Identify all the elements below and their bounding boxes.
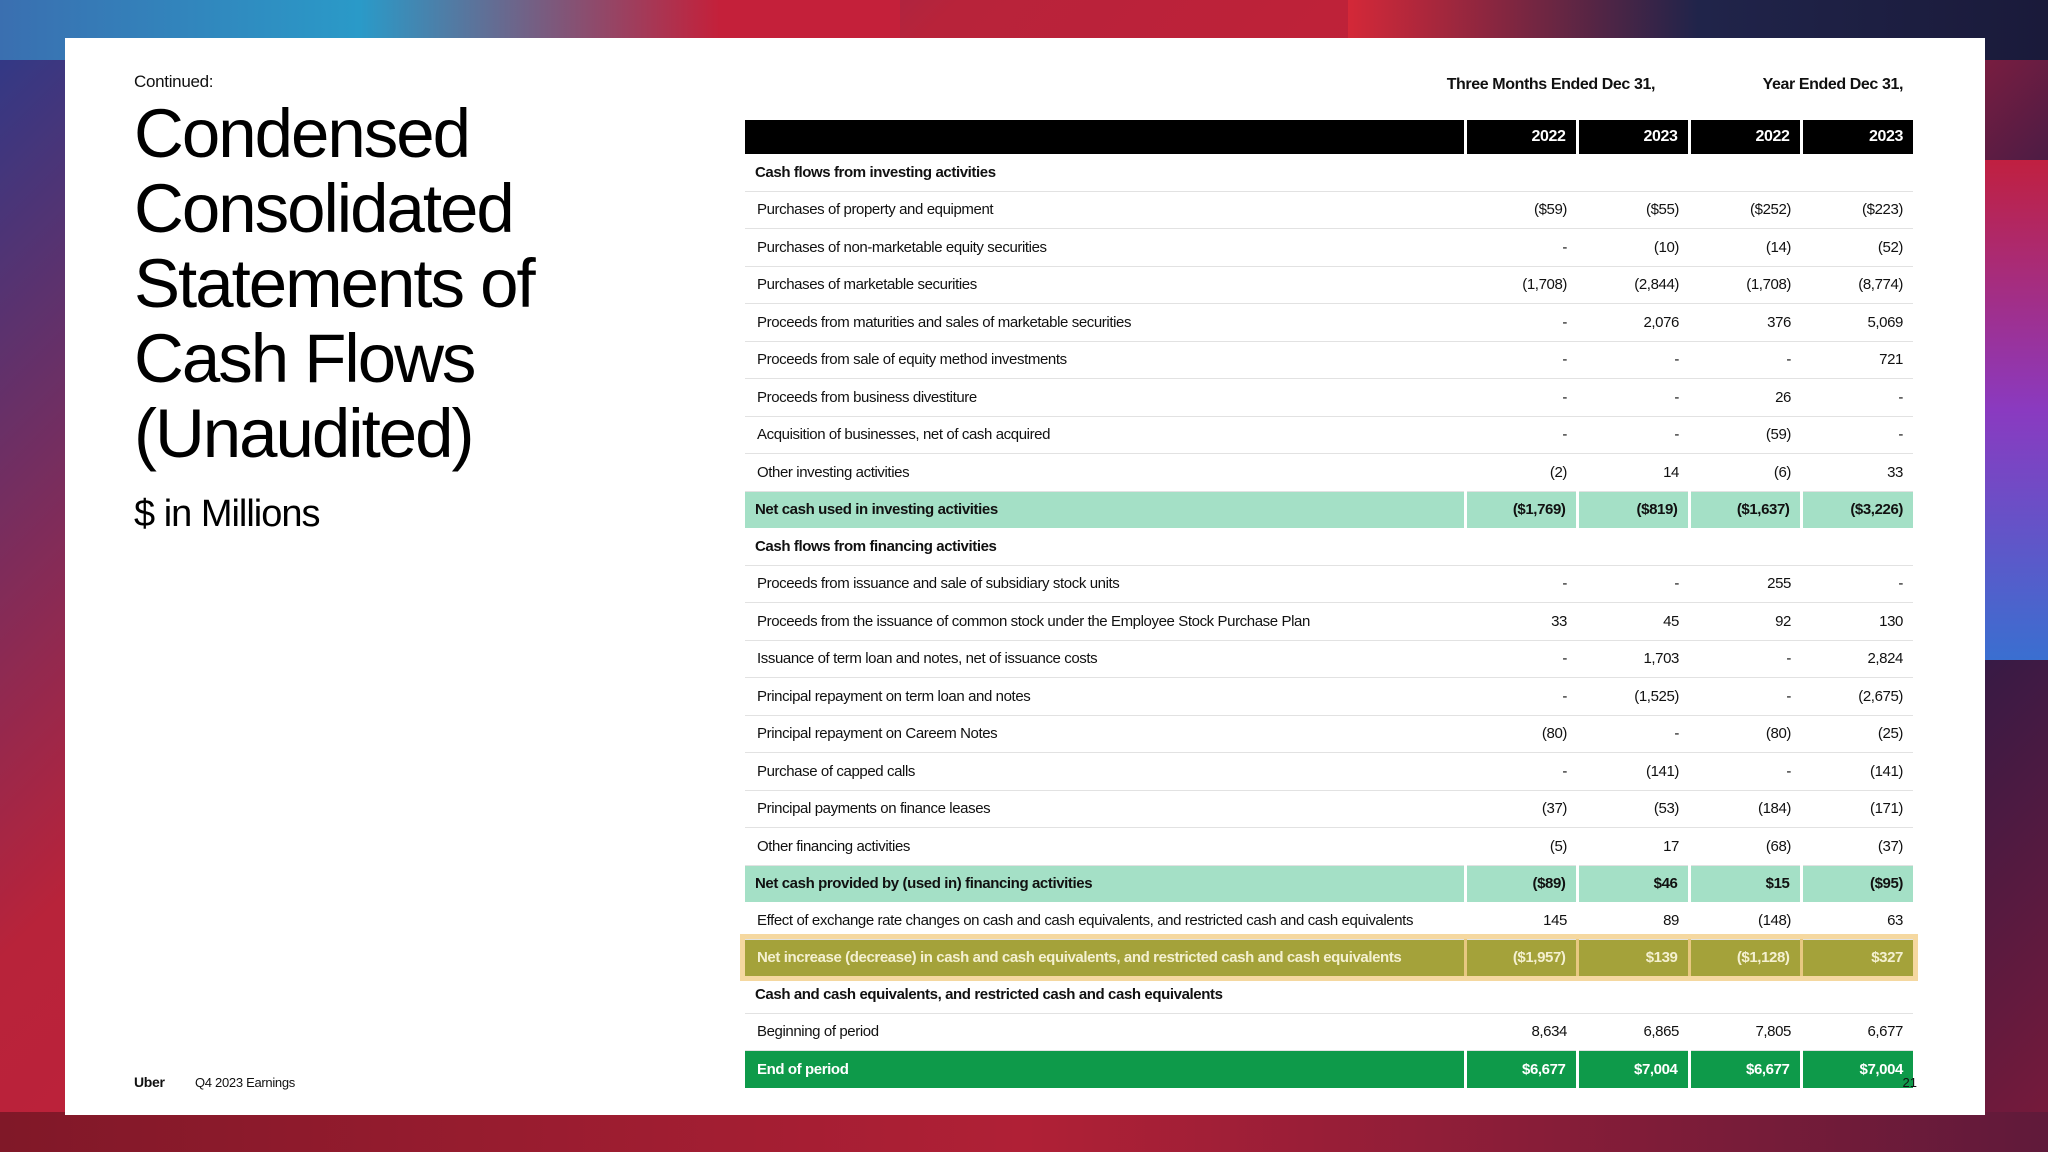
cell-value: -	[1689, 678, 1801, 716]
cell-value: 14	[1577, 454, 1689, 492]
cell-value: ($223)	[1801, 191, 1913, 229]
cell-value: 2,076	[1577, 304, 1689, 342]
cell-value: 6,865	[1577, 1013, 1689, 1051]
cell-value: $15	[1689, 865, 1801, 902]
cell-value: 92	[1689, 603, 1801, 641]
units-subtitle: $ in Millions	[134, 493, 320, 535]
row-label: Purchase of capped calls	[745, 753, 1465, 791]
cell-value: ($819)	[1577, 491, 1689, 528]
cell-value: (141)	[1577, 753, 1689, 791]
page-number: 21	[1902, 1075, 1917, 1090]
row-label: Proceeds from sale of equity method investments	[745, 341, 1465, 379]
cell-value: 7,805	[1689, 1013, 1801, 1051]
table-row	[745, 678, 1913, 716]
table-row	[745, 753, 1913, 791]
cell-value	[1689, 154, 1801, 191]
row-label: Net cash used in investing activities	[745, 491, 1465, 528]
table-row	[745, 379, 1913, 417]
title-block	[134, 72, 694, 536]
cell-value: 8,634	[1465, 1013, 1577, 1051]
cell-value: -	[1689, 640, 1801, 678]
column-header-year: 2023	[1577, 120, 1689, 154]
row-label: Purchases of marketable securities	[745, 266, 1465, 304]
table-row	[745, 715, 1913, 753]
cell-value: -	[1577, 379, 1689, 417]
cell-value: (184)	[1689, 790, 1801, 828]
cell-value: 255	[1689, 565, 1801, 603]
cell-value	[1465, 528, 1577, 565]
subtotal-row	[745, 865, 1913, 902]
cell-value: -	[1465, 565, 1577, 603]
cell-value: (25)	[1801, 715, 1913, 753]
row-label: Issuance of term loan and notes, net of issuance costs	[745, 640, 1465, 678]
cell-value: $7,004	[1577, 1051, 1689, 1088]
cell-value: 26	[1689, 379, 1801, 417]
cell-value: ($1,128)	[1689, 939, 1801, 976]
row-label: Effect of exchange rate changes on cash and cash equivalents, and restricted cash and cash equivalents	[745, 902, 1465, 939]
row-label: Cash flows from investing activities	[745, 154, 1465, 191]
cell-value: $6,677	[1689, 1051, 1801, 1088]
cell-value: -	[1801, 565, 1913, 603]
slide-title	[134, 96, 694, 471]
cell-value: -	[1689, 341, 1801, 379]
subtotal-row	[745, 491, 1913, 528]
table-row	[745, 565, 1913, 603]
cell-value: -	[1577, 341, 1689, 379]
highlight-row	[745, 939, 1913, 976]
title-line: Statements of	[134, 245, 534, 322]
table-row	[745, 266, 1913, 304]
cell-value	[1577, 528, 1689, 565]
cell-value	[1577, 154, 1689, 191]
cell-value: -	[1465, 753, 1577, 791]
background-band-bottom	[0, 1112, 2048, 1152]
row-label: Cash flows from financing activities	[745, 528, 1465, 565]
table-row	[745, 191, 1913, 229]
table-row	[745, 1013, 1913, 1051]
cell-value: -	[1465, 341, 1577, 379]
row-label: Proceeds from issuance and sale of subsidiary stock units	[745, 565, 1465, 603]
cell-value: (10)	[1577, 229, 1689, 267]
table-row	[745, 416, 1913, 454]
cell-value: -	[1465, 416, 1577, 454]
cell-value: ($1,769)	[1465, 491, 1577, 528]
cell-value: 33	[1801, 454, 1913, 492]
period-headers	[745, 76, 1913, 120]
cell-value: 721	[1801, 341, 1913, 379]
row-label: Purchases of non-marketable equity securities	[745, 229, 1465, 267]
footer-label: Q4 2023 Earnings	[195, 1075, 295, 1090]
cell-value	[1801, 528, 1913, 565]
cell-value: -	[1577, 565, 1689, 603]
row-label: Other financing activities	[745, 828, 1465, 866]
table-row	[745, 229, 1913, 267]
period-header-three-months: Three Months Ended Dec 31,	[1446, 76, 1655, 93]
cell-value: 145	[1465, 902, 1577, 939]
cell-value: 376	[1689, 304, 1801, 342]
column-header-year: 2022	[1465, 120, 1577, 154]
cell-value: (1,708)	[1689, 266, 1801, 304]
cell-value	[1801, 976, 1913, 1013]
row-label: Principal repayment on Careem Notes	[745, 715, 1465, 753]
cash-flow-table	[745, 120, 1913, 1088]
cell-value: 63	[1801, 902, 1913, 939]
cell-value: (2,844)	[1577, 266, 1689, 304]
table-body	[745, 154, 1913, 1088]
cell-value: -	[1577, 715, 1689, 753]
table-row	[745, 790, 1913, 828]
table-row	[745, 454, 1913, 492]
row-label: Proceeds from the issuance of common stock under the Employee Stock Purchase Plan	[745, 603, 1465, 641]
cell-value: $7,004	[1801, 1051, 1913, 1088]
cell-value: -	[1465, 229, 1577, 267]
cell-value: ($95)	[1801, 865, 1913, 902]
cell-value: ($89)	[1465, 865, 1577, 902]
cell-value: -	[1465, 640, 1577, 678]
cell-value: ($55)	[1577, 191, 1689, 229]
row-label: Principal payments on finance leases	[745, 790, 1465, 828]
table-row	[745, 304, 1913, 342]
table-row	[745, 902, 1913, 939]
cell-value	[1689, 976, 1801, 1013]
cell-value: -	[1801, 416, 1913, 454]
cell-value	[1465, 976, 1577, 1013]
column-header-year: 2022	[1689, 120, 1801, 154]
title-line: Condensed	[134, 95, 469, 172]
cell-value: (141)	[1801, 753, 1913, 791]
cell-value: (1,525)	[1577, 678, 1689, 716]
cell-value: (171)	[1801, 790, 1913, 828]
cell-value: 6,677	[1801, 1013, 1913, 1051]
cell-value: (52)	[1801, 229, 1913, 267]
continued-label: Continued:	[134, 72, 214, 91]
section-row	[745, 976, 1913, 1013]
cell-value: ($1,637)	[1689, 491, 1801, 528]
cell-value	[1465, 154, 1577, 191]
row-label: Purchases of property and equipment	[745, 191, 1465, 229]
footer-brand: Uber	[134, 1074, 165, 1090]
cell-value: (37)	[1465, 790, 1577, 828]
cell-value: 2,824	[1801, 640, 1913, 678]
cash-flow-table-container	[745, 76, 1913, 1088]
table-row	[745, 828, 1913, 866]
table-row	[745, 341, 1913, 379]
cell-value: ($59)	[1465, 191, 1577, 229]
cell-value	[1577, 976, 1689, 1013]
title-line: Consolidated	[134, 170, 513, 247]
cell-value: (59)	[1689, 416, 1801, 454]
row-label: Acquisition of businesses, net of cash acquired	[745, 416, 1465, 454]
cell-value: (37)	[1801, 828, 1913, 866]
cell-value: ($252)	[1689, 191, 1801, 229]
row-label: Net increase (decrease) in cash and cash equivalents, and restricted cash and cash equivalents	[745, 939, 1465, 976]
cell-value: (1,708)	[1465, 266, 1577, 304]
table-row	[745, 603, 1913, 641]
cell-value: 1,703	[1577, 640, 1689, 678]
table-row	[745, 640, 1913, 678]
section-row	[745, 154, 1913, 191]
period-header-year: Year Ended Dec 31,	[1762, 76, 1903, 93]
cell-value: ($3,226)	[1801, 491, 1913, 528]
cell-value: 5,069	[1801, 304, 1913, 342]
total-row	[745, 1051, 1913, 1088]
cell-value: 17	[1577, 828, 1689, 866]
slide	[65, 38, 1985, 1115]
cell-value: (68)	[1689, 828, 1801, 866]
row-label: Cash and cash equivalents, and restricted cash and cash equivalents	[745, 976, 1465, 1013]
cell-value: (53)	[1577, 790, 1689, 828]
cell-value: 45	[1577, 603, 1689, 641]
row-label: Other investing activities	[745, 454, 1465, 492]
cell-value	[1689, 528, 1801, 565]
cell-value: -	[1465, 379, 1577, 417]
row-label: Proceeds from maturities and sales of marketable securities	[745, 304, 1465, 342]
column-header-year: 2023	[1801, 120, 1913, 154]
cell-value: (14)	[1689, 229, 1801, 267]
cell-value: $46	[1577, 865, 1689, 902]
row-label: End of period	[745, 1051, 1465, 1088]
cell-value	[1801, 154, 1913, 191]
row-label: Beginning of period	[745, 1013, 1465, 1051]
cell-value: (80)	[1465, 715, 1577, 753]
cell-value: -	[1465, 304, 1577, 342]
cell-value: 130	[1801, 603, 1913, 641]
cell-value: (80)	[1689, 715, 1801, 753]
cell-value: ($1,957)	[1465, 939, 1577, 976]
row-label: Net cash provided by (used in) financing activities	[745, 865, 1465, 902]
cell-value: (2,675)	[1801, 678, 1913, 716]
cell-value: 89	[1577, 902, 1689, 939]
title-line: Cash Flows	[134, 320, 475, 397]
cell-value: (5)	[1465, 828, 1577, 866]
cell-value: $139	[1577, 939, 1689, 976]
row-label: Proceeds from business divestiture	[745, 379, 1465, 417]
cell-value: -	[1801, 379, 1913, 417]
cell-value: -	[1689, 753, 1801, 791]
cell-value: -	[1465, 678, 1577, 716]
cell-value: $327	[1801, 939, 1913, 976]
cell-value: (8,774)	[1801, 266, 1913, 304]
cell-value: $6,677	[1465, 1051, 1577, 1088]
column-header-label	[745, 120, 1465, 154]
cell-value: (6)	[1689, 454, 1801, 492]
row-label: Principal repayment on term loan and notes	[745, 678, 1465, 716]
title-line: (Unaudited)	[134, 395, 473, 472]
cell-value: 33	[1465, 603, 1577, 641]
cell-value: (2)	[1465, 454, 1577, 492]
section-row	[745, 528, 1913, 565]
cell-value: (148)	[1689, 902, 1801, 939]
table-header-row	[745, 120, 1913, 154]
cell-value: -	[1577, 416, 1689, 454]
